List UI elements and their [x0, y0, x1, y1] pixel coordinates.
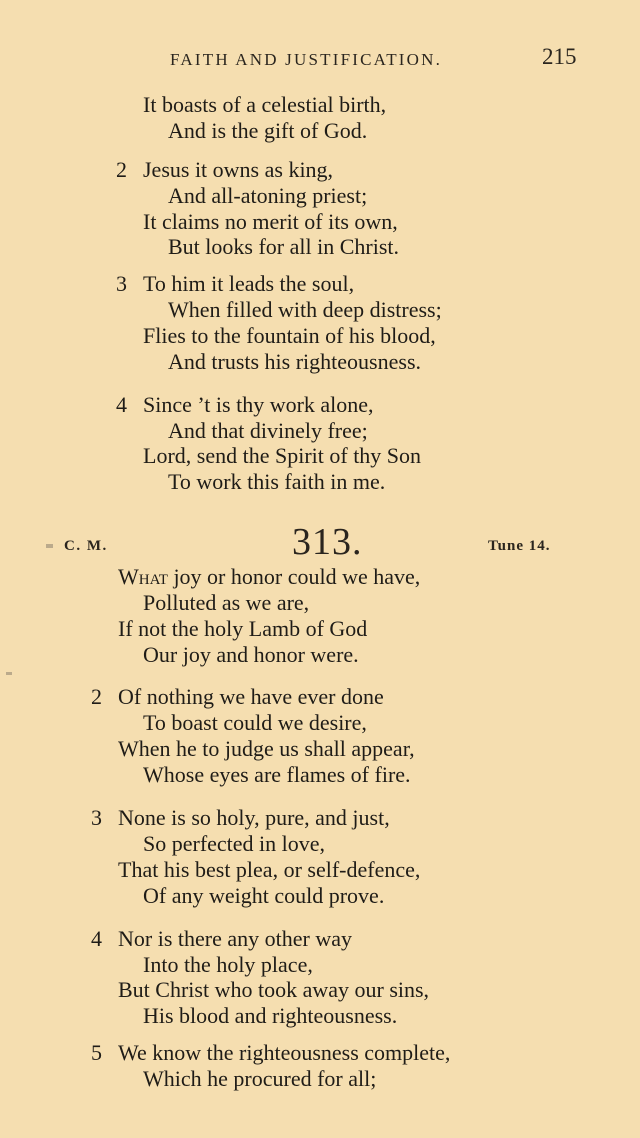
verse-line: Our joy and honor were.: [143, 642, 359, 667]
verse-line: And is the gift of God.: [168, 118, 368, 143]
verse-line: So perfected in love,: [143, 831, 326, 856]
verse-line: Flies to the fountain of his blood,: [143, 323, 436, 348]
verse-line: And all-atoning priest;: [168, 183, 368, 208]
running-title: FAITH AND JUSTIFICATION.: [170, 50, 443, 69]
verse-line: When he to judge us shall appear,: [118, 736, 415, 761]
verse-line: If not the holy Lamb of God: [118, 616, 368, 641]
verse-number: 4: [116, 392, 127, 417]
hymn-number: 313.: [292, 521, 363, 563]
verse-line: Whose eyes are flames of fire.: [143, 762, 411, 787]
verse-line: We know the righteousness complete,: [118, 1040, 451, 1065]
verse-number: 4: [91, 926, 102, 951]
verse-line: Of nothing we have ever done: [118, 684, 384, 709]
verse-line: Lord, send the Spirit of thy Son: [143, 443, 422, 468]
verse-line: To work this faith in me.: [168, 469, 386, 494]
verse-number: 3: [91, 805, 102, 830]
verse-number: 5: [91, 1040, 102, 1065]
verse-line: That his best plea, or self-defence,: [118, 857, 421, 882]
verse-line: When filled with deep distress;: [168, 297, 442, 322]
verse-number: 2: [116, 157, 127, 182]
verse-number: 3: [116, 271, 127, 296]
ink-speck: [6, 672, 12, 675]
page-number: 215: [542, 44, 577, 69]
verse-number: 2: [91, 684, 102, 709]
meter-label: C. M.: [64, 538, 108, 554]
first-word: What: [118, 564, 168, 589]
verse-line: To boast could we desire,: [143, 710, 367, 735]
verse-line: It claims no merit of its own,: [143, 209, 398, 234]
verse-line: [118, 564, 420, 590]
tune-label: Tune 14.: [488, 538, 551, 554]
verse-line: None is so holy, pure, and just,: [118, 805, 390, 830]
verse-line: But Christ who took away our sins,: [118, 977, 430, 1002]
verse-line: His blood and righteousness.: [143, 1003, 398, 1028]
verse-line: Jesus it owns as king,: [143, 157, 334, 182]
first-line-rest: joy or honor could we have,: [167, 564, 421, 589]
verse-line: It boasts of a celestial birth,: [143, 92, 387, 117]
verse-line: To him it leads the soul,: [143, 271, 355, 296]
verse-line: Into the holy place,: [143, 952, 313, 977]
verse-line: Polluted as we are,: [143, 590, 310, 615]
verse-line: Which he procured for all;: [143, 1066, 377, 1091]
verse-line: Nor is there any other way: [118, 926, 352, 951]
verse-line: Since ’t is thy work alone,: [143, 392, 374, 417]
verse-line: But looks for all in Christ.: [168, 234, 399, 259]
verse-line: And that divinely free;: [168, 418, 368, 443]
ink-speck: [46, 544, 53, 548]
verse-line: Of any weight could prove.: [143, 883, 385, 908]
verse-line: And trusts his righteousness.: [168, 349, 421, 374]
